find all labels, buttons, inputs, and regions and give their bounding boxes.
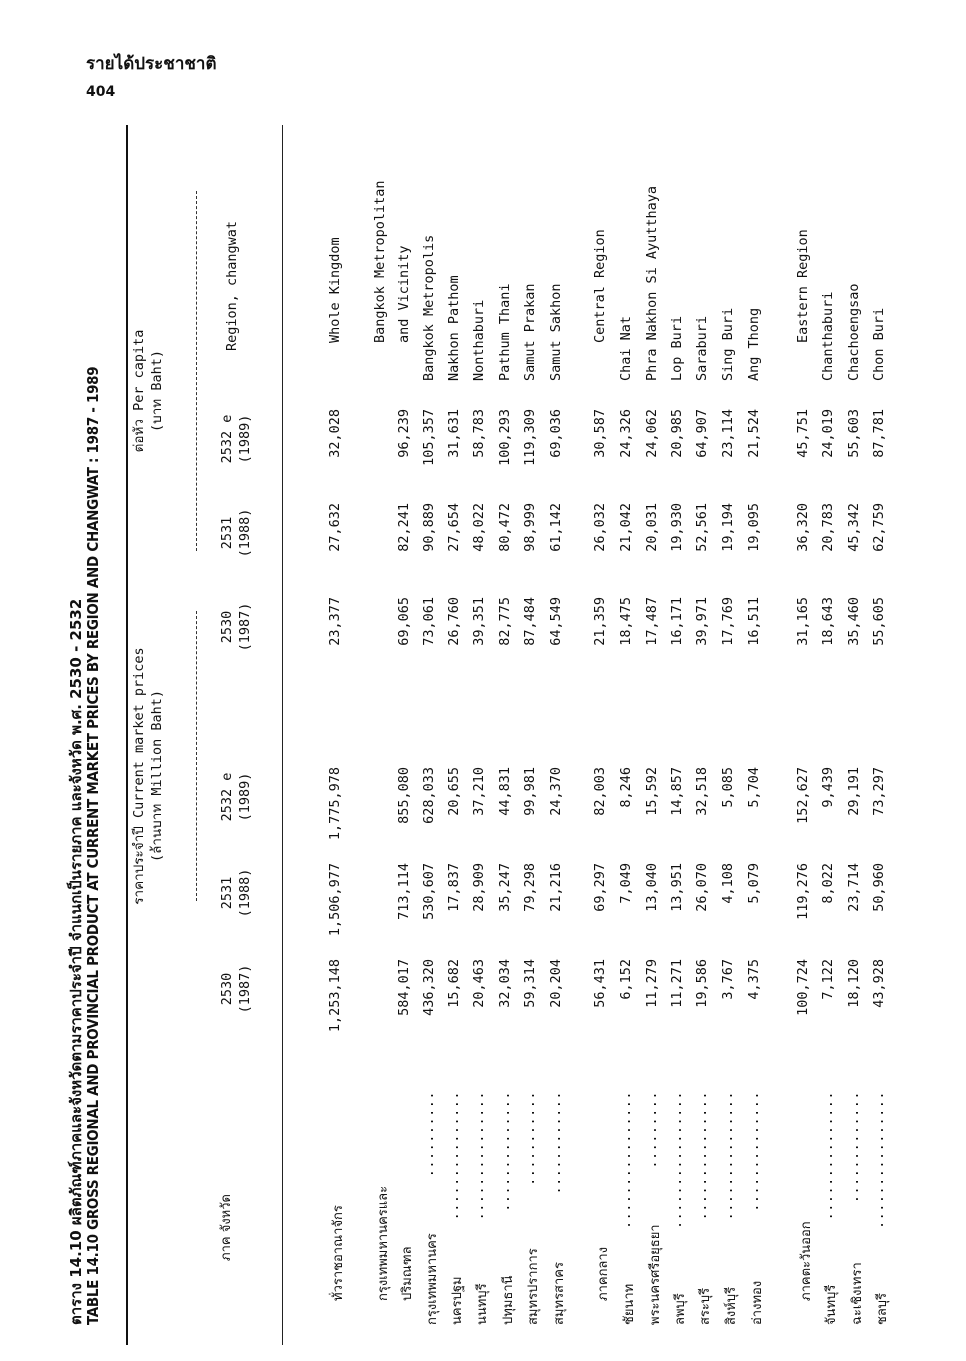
table-cell: 98,999	[522, 503, 538, 552]
table-cell: 26,032	[592, 503, 608, 552]
year-column-header	[218, 587, 254, 667]
year-be: 2532 e	[219, 772, 235, 822]
table-cell: 56,431	[592, 959, 608, 1008]
table-cell: 23,114	[720, 409, 736, 458]
row-label-thai: สิงห์บุรี	[724, 1286, 739, 1325]
row-label-thai: อ่างทอง	[750, 1280, 765, 1325]
leader-dots: ...............	[820, 1091, 836, 1221]
table-cell: 19,194	[720, 503, 736, 552]
gpp-group-header	[130, 611, 166, 941]
table-cell: 80,472	[497, 503, 513, 552]
table-cell: 50,960	[871, 863, 887, 912]
table-cell: 36,320	[795, 503, 811, 552]
table-cell: 82,775	[497, 597, 513, 646]
table-cell: 26,070	[694, 863, 710, 912]
table-cell: 17,837	[446, 863, 462, 912]
table-cell: 31,165	[795, 597, 811, 646]
table-cell: 39,351	[471, 597, 487, 646]
table-cell: 26,760	[446, 597, 462, 646]
table-cell: 15,592	[644, 767, 660, 816]
row-label-thai: ทั่วราชอาณาจักร	[331, 1205, 346, 1301]
table-cell: 13,951	[669, 863, 685, 912]
table-cell: 24,326	[618, 409, 634, 458]
table-cell: 16,171	[669, 597, 685, 646]
table-cell: 21,524	[746, 409, 762, 458]
row-label-thai: กรุงเทพมหานคร	[425, 1233, 440, 1325]
leader-dots: .............	[846, 1091, 862, 1204]
table-cell: 27,632	[327, 503, 343, 552]
table-cell: 436,320	[421, 959, 437, 1016]
table-cell: 18,643	[820, 597, 836, 646]
row-label-thai: กรุงเทพมหานครและ	[376, 1185, 391, 1301]
table-cell: 19,586	[694, 959, 710, 1008]
leader-dots: ...............	[471, 1091, 487, 1221]
table-cell: 15,682	[446, 959, 462, 1008]
row-label-english: Central Region	[592, 229, 608, 343]
table-cell: 73,061	[421, 597, 437, 646]
table-cell: 87,484	[522, 597, 538, 646]
table-cell: 9,439	[820, 767, 836, 808]
table-title-thai: ตาราง 14.10 ผลิตภัณฑ์ภาคและจังหวัดตามราคาประจำปี จำแนกเป็นรายภาค และจังหวัด พ.ศ. 2530 - 2532	[67, 598, 85, 1325]
table-cell: 19,930	[669, 503, 685, 552]
table-cell: 20,204	[548, 959, 564, 1008]
row-label-english: Samut Prakan	[522, 283, 538, 381]
table-cell: 99,981	[522, 767, 538, 816]
region-header: Region, changwat	[224, 220, 240, 351]
table-cell: 24,062	[644, 409, 660, 458]
leader-dots: ...............	[446, 1091, 462, 1221]
year-ad: (1989)	[237, 772, 253, 822]
table-cell: 82,003	[592, 767, 608, 816]
leader-dots: ..............	[746, 1091, 762, 1212]
table-cell: 59,314	[522, 959, 538, 1008]
row-label-english: Lop Buri	[669, 315, 685, 381]
row-label-thai: สมุทรสาคร	[552, 1262, 567, 1325]
table-header-rule	[282, 125, 283, 1345]
leader-dots: ................	[669, 1091, 685, 1230]
table-cell: 96,239	[396, 409, 412, 458]
table-cell: 19,095	[746, 503, 762, 552]
row-label-thai: ชัยนาท	[622, 1283, 637, 1325]
year-ad: (1988)	[237, 868, 253, 918]
table-cell: 100,724	[795, 959, 811, 1016]
table-cell: 45,751	[795, 409, 811, 458]
leader-dots: ..........	[421, 1091, 437, 1178]
table-cell: 105,357	[421, 409, 437, 466]
table-cell: 1,506,977	[327, 863, 343, 937]
row-label-thai: ภาคตะวันออก	[799, 1221, 814, 1301]
row-label-english: Bangkok Metropolis	[421, 234, 437, 381]
table-cell: 52,561	[694, 503, 710, 552]
row-label-english: Sing Buri	[720, 307, 736, 381]
table-cell: 64,907	[694, 409, 710, 458]
table-cell: 69,036	[548, 409, 564, 458]
row-label-thai: พระนครศรีอยุธยา	[648, 1224, 663, 1325]
table-top-rule	[126, 125, 128, 1345]
table-cell: 4,108	[720, 863, 736, 904]
row-label-thai: ลพบุรี	[673, 1293, 688, 1325]
table-cell: 79,298	[522, 863, 538, 912]
table-cell: 11,271	[669, 959, 685, 1008]
year-column-header	[218, 853, 254, 933]
per-capita-group-header	[130, 211, 166, 571]
table-cell: 23,714	[846, 863, 862, 912]
table-cell: 6,152	[618, 959, 634, 1000]
table-cell: 32,518	[694, 767, 710, 816]
table-cell: 43,928	[871, 959, 887, 1008]
row-label-english: Pathum Thani	[497, 283, 513, 381]
table-cell: 16,511	[746, 597, 762, 646]
year-be: 2532 e	[219, 414, 235, 464]
per-capita-group-label-line1: ต่อหัว Per capita	[131, 329, 147, 453]
table-cell: 20,031	[644, 503, 660, 552]
row-label-english: Whole Kingdom	[327, 237, 343, 343]
gpp-group-label-line1: ราคาประจำปี Current market prices	[131, 647, 147, 905]
row-label-thai: นนทบุรี	[475, 1283, 490, 1325]
table-cell: 37,210	[471, 767, 487, 816]
table-cell: 90,889	[421, 503, 437, 552]
table-cell: 7,122	[820, 959, 836, 1000]
table-cell: 64,549	[548, 597, 564, 646]
stub-header: ภาค จังหวัด	[219, 1194, 234, 1261]
table-cell: 628,033	[421, 767, 437, 824]
year-column-header	[218, 399, 254, 479]
table-cell: 20,985	[669, 409, 685, 458]
table-cell: 23,377	[327, 597, 343, 646]
table-cell: 1,253,148	[327, 959, 343, 1033]
table-cell: 28,909	[471, 863, 487, 912]
table-cell: 73,297	[871, 767, 887, 816]
year-be: 2531	[219, 876, 235, 910]
table-cell: 713,114	[396, 863, 412, 920]
table-cell: 35,247	[497, 863, 513, 912]
year-ad: (1987)	[237, 602, 253, 652]
table-cell: 7,049	[618, 863, 634, 904]
table-cell: 29,191	[846, 767, 862, 816]
table-cell: 61,142	[548, 503, 564, 552]
table-cell: 4,375	[746, 959, 762, 1000]
table-cell: 21,359	[592, 597, 608, 646]
row-label-thai: นครปฐม	[450, 1276, 465, 1325]
year-ad: (1987)	[237, 964, 253, 1014]
table-cell: 152,627	[795, 767, 811, 824]
year-ad: (1989)	[237, 414, 253, 464]
row-label-thai: ชลบุรี	[875, 1292, 890, 1325]
row-label-english: Nonthaburi	[471, 299, 487, 381]
table-cell: 55,603	[846, 409, 862, 458]
leader-dots: ...........	[522, 1091, 538, 1186]
table-cell: 119,276	[795, 863, 811, 920]
per-capita-group-underline	[196, 191, 197, 551]
table-cell: 5,085	[720, 767, 736, 808]
table-cell: 44,831	[497, 767, 513, 816]
row-label-english: Chachoengsao	[846, 283, 862, 381]
table-cell: 58,783	[471, 409, 487, 458]
table-cell: 5,704	[746, 767, 762, 808]
row-label-english: Bangkok Metropolitan	[372, 180, 388, 343]
table-cell: 32,028	[327, 409, 343, 458]
row-label-english: Chanthaburi	[820, 291, 836, 381]
year-column-header	[218, 493, 254, 573]
table-title-english: TABLE 14.10 GROSS REGIONAL AND PROVINCIAL PRODUCT AT CURRENT MARKET PRICES BY REGION AND CHANGWAT : 1987 - 1989	[84, 366, 102, 1325]
leader-dots: ..............	[497, 1091, 513, 1212]
table-cell: 55,605	[871, 597, 887, 646]
leader-dots: ............	[548, 1091, 564, 1195]
leader-dots: ...............	[720, 1091, 736, 1221]
row-label-thai: ปริมณฑล	[400, 1246, 415, 1301]
table-cell: 31,631	[446, 409, 462, 458]
table-cell: 13,040	[644, 863, 660, 912]
table-cell: 30,587	[592, 409, 608, 458]
table-cell: 24,019	[820, 409, 836, 458]
table-cell: 24,370	[548, 767, 564, 816]
table-cell: 18,120	[846, 959, 862, 1008]
table-cell: 530,607	[421, 863, 437, 920]
row-label-thai: ปทุมธานี	[501, 1275, 516, 1325]
year-column-header	[218, 757, 254, 837]
table-cell: 855,080	[396, 767, 412, 824]
row-label-thai: ภาคกลาง	[596, 1246, 611, 1301]
leader-dots: .........	[644, 1091, 660, 1169]
row-label-thai: สมุทรปราการ	[526, 1248, 541, 1325]
table-cell: 5,079	[746, 863, 762, 904]
table-cell: 21,216	[548, 863, 564, 912]
gpp-group-label-line2: (ล้านบาท Million Baht)	[149, 689, 165, 863]
row-label-english: Samut Sakhon	[548, 283, 564, 381]
table-cell: 35,460	[846, 597, 862, 646]
row-label-thai: สระบุรี	[698, 1287, 713, 1325]
table-cell: 45,342	[846, 503, 862, 552]
table-cell: 48,022	[471, 503, 487, 552]
year-column-header	[218, 949, 254, 1029]
page-header-title: รายได้ประชาชาติ	[86, 54, 217, 74]
row-label-thai: จันทบุรี	[824, 1284, 839, 1325]
table-cell: 3,767	[720, 959, 736, 1000]
row-label-english: Ang Thong	[746, 307, 762, 381]
row-label-english: Chai Nat	[618, 315, 634, 381]
table-cell: 87,781	[871, 409, 887, 458]
row-label-english: Nakhon Pathom	[446, 275, 462, 381]
table-cell: 17,769	[720, 597, 736, 646]
table-cell: 14,857	[669, 767, 685, 816]
leader-dots: ................	[871, 1091, 887, 1230]
table-cell: 20,463	[471, 959, 487, 1008]
row-label-english: Saraburi	[694, 315, 710, 381]
table-cell: 20,655	[446, 767, 462, 816]
row-label-english: Eastern Region	[795, 229, 811, 343]
table-cell: 8,022	[820, 863, 836, 904]
table-cell: 27,654	[446, 503, 462, 552]
table-cell: 8,246	[618, 767, 634, 808]
year-ad: (1988)	[237, 508, 253, 558]
table-cell: 21,042	[618, 503, 634, 552]
table-cell: 18,475	[618, 597, 634, 646]
table-cell: 82,241	[396, 503, 412, 552]
table-cell: 20,783	[820, 503, 836, 552]
table-cell: 11,279	[644, 959, 660, 1008]
table-cell: 69,297	[592, 863, 608, 912]
gpp-group-underline	[196, 611, 197, 901]
table-cell: 100,293	[497, 409, 513, 466]
table-cell: 62,759	[871, 503, 887, 552]
year-be: 2531	[219, 516, 235, 550]
table-cell: 32,034	[497, 959, 513, 1008]
year-be: 2530	[219, 610, 235, 644]
row-label-english: and Vicinity	[396, 245, 412, 343]
per-capita-group-label-line2: (บาท Baht)	[149, 350, 165, 432]
table-cell: 1,775,978	[327, 767, 343, 841]
table-cell: 69,065	[396, 597, 412, 646]
year-be: 2530	[219, 972, 235, 1006]
leader-dots: ................	[618, 1091, 634, 1230]
leader-dots: ...............	[694, 1091, 710, 1221]
table-cell: 17,487	[644, 597, 660, 646]
row-label-english: Phra Nakhon Si Ayutthaya	[644, 185, 660, 381]
row-label-english: Chon Buri	[871, 307, 887, 381]
row-label-thai: ฉะเชิงเทรา	[850, 1262, 865, 1325]
table-cell: 584,017	[396, 959, 412, 1016]
table-cell: 119,309	[522, 409, 538, 466]
page-number: 404	[86, 84, 116, 100]
table-cell: 39,971	[694, 597, 710, 646]
